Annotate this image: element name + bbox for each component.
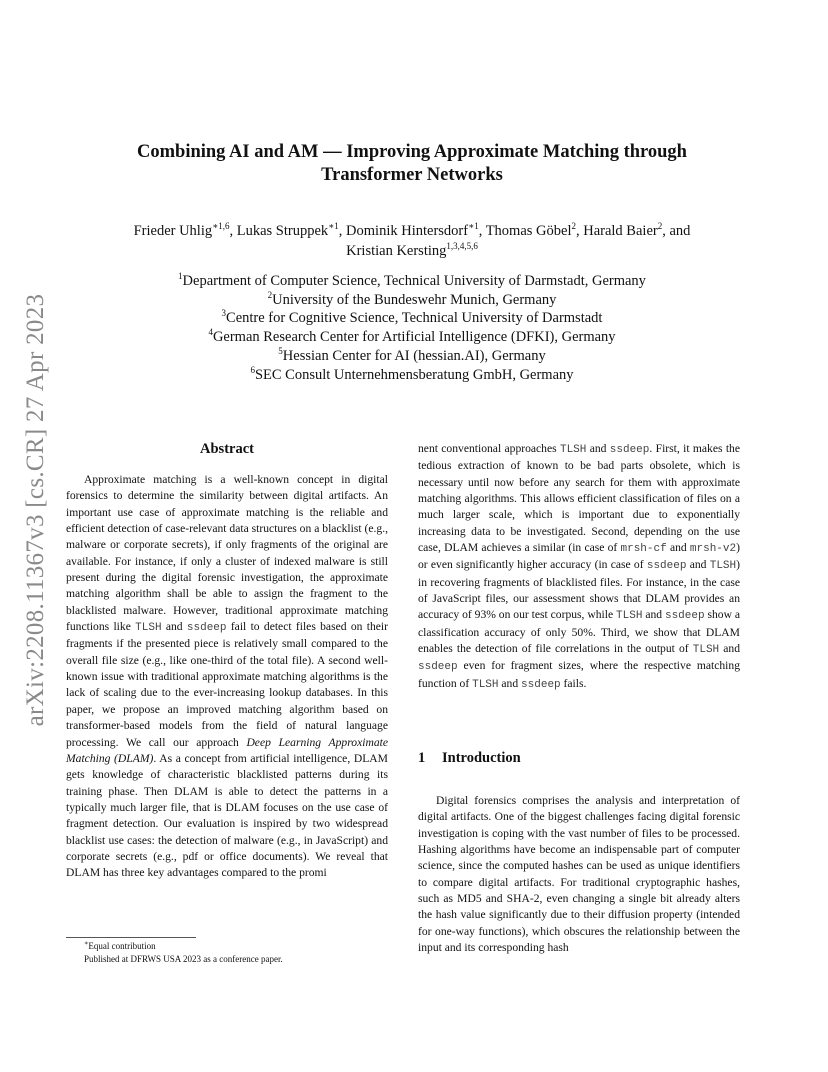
author-list [80,221,744,261]
footnote-equal-contribution: ∗Equal contribution [84,940,156,951]
author: Frieder Uhlig$^{∗1,6}$, [133,221,237,239]
affiliation: $^3$Centre for Cognitive Science, Technical University of Darmstadt [221,308,603,327]
arxiv-stamp: arXiv:2208.11367v3 [cs.CR] 27 Apr 2023 [22,293,49,727]
abstract-continued: nent conventional approaches TLSH and ssdeep. First, it makes the tedious extraction of known to be bad parts obsolete, which is necessary until now before any search for them with approximate matching algorithms. This allows efficient classification of files on a much larger scale, which is important due to exponentially increasing data to be investigated. Second, depending on the use case, DLAM achieves a similar (in case of mrsh-cf and mrsh-v2) or even significantly higher accuracy (in case of ssdeep and TLSH) in recovering fragments of blacklisted files. For instance, in the case of JavaScript files, our assessment shows that DLAM provides an accuracy of 93% on our test corpus, while TLSH and ssdeep show a classification accuracy of only 50%. Third, we show that DLAM enables the detection of file correlations in the output of TLSH and ssdeep even for fragment sizes, where the respective matching function of TLSH and ssdeep fails. [418,442,741,691]
affiliation: $^5$Hessian Center for AI (hessian.AI), Germany [278,345,546,364]
section-title: Introduction [442,750,521,766]
affiliation: $^2$University of the Bundeswehr Munich, Germany [267,289,557,308]
footnotes [66,940,388,966]
author: Kristian Kersting$^{1,3,4,5,6}$ [346,241,478,259]
affiliation: $^4$German Research Center for Artificial Intelligence (DFKI), Germany [208,327,616,346]
author: Lukas Struppek$^{∗1}$, [236,221,347,239]
title-line-2: Transformer Networks [321,165,503,185]
affiliation-list [80,272,744,384]
introduction-body: Digital forensics comprises the analysis and interpretation of digital artifacts. One of the biggest challenges facing digital forensic investigation is coping with the vast number of files to be processed. Hashing algorithms have become an indispensable part of computer science, since the computed hashes can be used as unique identifiers to compare digital artifacts. For traditional cryptographic hashes, such as MD5 and SHA-2, even changing a single bit already alters the hash value significantly due to their diffusion property (intended for one-way functions), which obscures the relationship between the input and its corresponding hash [418,794,740,955]
affiliation: $^6$SEC Consult Unternehmensberatung GmbH, Germany [250,364,574,383]
footnote-published: Published at DFRWS USA 2023 as a conference paper. [84,954,283,964]
affiliation: $^1$Department of Computer Science, Technical University of Darmstadt, Germany [178,271,646,289]
abstract-body: Approximate matching is a well-known concept in digital forensics to determine the similarity between digital artifacts. An important use case of approximate matching is the reliable and efficient detection of case-relevant data structures on a blacklist (e.g., malware or corporate secrets), if only fragments of the original are available. For instance, if only a cluster of indexed malware is still present during the digital forensic investigation, the approximate matching algorithm shall be able to assign the fragment to the blacklisted malware. However, traditional approximate matching functions like TLSH and ssdeep fail to detect files based on their fragments if the presented piece is relatively small compared to the overall file size (e.g., like one-third of the total file). A second well-known issue with traditional approximate matching algorithms is the lack of scaling due to the ever-increasing lookup databases. In this paper, we propose an improved matching algorithm based on transformer-based models from the field of natural language processing. We call our approach Deep Learning Approximate Matching (DLAM). As a concept from artificial intelligence, DLAM gets knowledge of characteristic blacklisted patterns during its training phase. Then DLAM is able to detect the patterns in a typically much larger file, that is DLAM focuses on the use case of fragment detection. Our evaluation is inspired by two widespread blacklist use cases: the detection of malware (e.g., in JavaScript) and corporate secrets (e.g., pdf or office documents). We reveal that DLAM has three key advantages compared to the promi [66,473,388,880]
author: Harald Baier$^2$, and [583,221,691,239]
author: Dominik Hintersdorf$^{∗1}$, [346,221,486,239]
abstract-heading: Abstract [200,441,254,457]
title-line-1: Combining AI and AM — Improving Approximate Matching through [137,142,687,162]
author: Thomas Göbel$^2$, [485,221,584,239]
footnote-rule [66,937,196,938]
section-heading-introduction [418,750,740,767]
section-number: 1 [418,750,426,766]
paper-title [80,141,744,187]
arxiv-sidebar [18,280,54,740]
